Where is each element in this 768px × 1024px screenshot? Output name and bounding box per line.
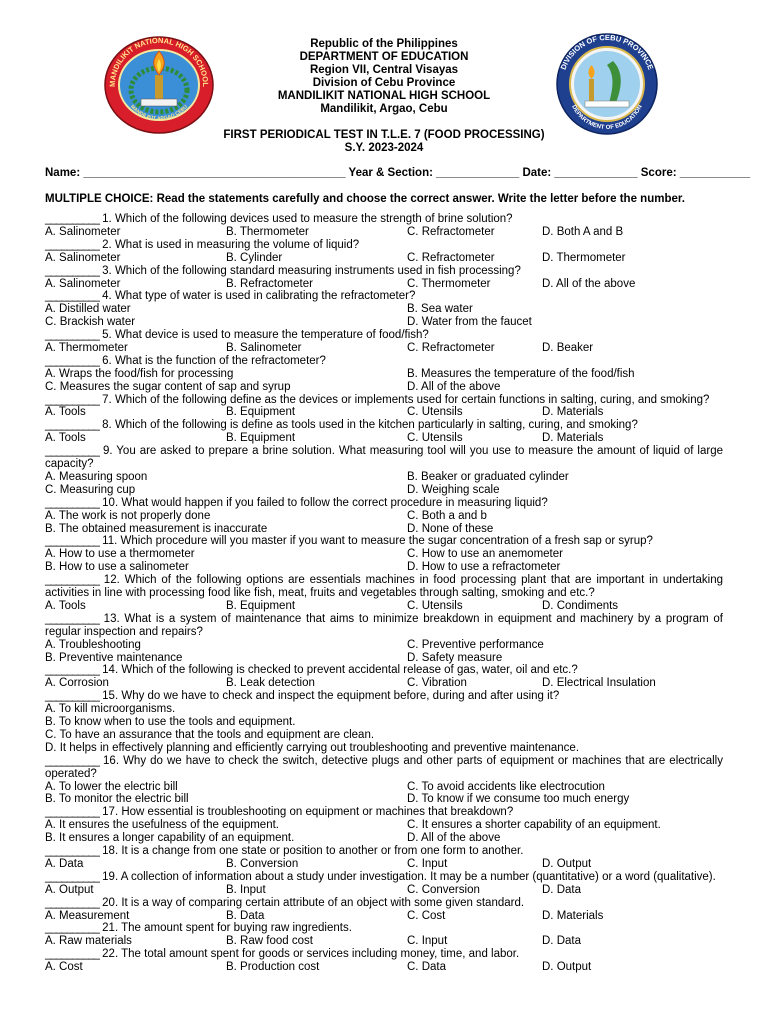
answer-option: A. Output	[45, 883, 94, 896]
options-row	[45, 935, 723, 948]
options-row	[45, 910, 723, 923]
answer-option: C. Refractometer	[407, 251, 495, 264]
answer-blank[interactable]: __________	[45, 948, 99, 961]
question-item	[45, 948, 723, 974]
answer-option: C. Refractometer	[407, 341, 495, 354]
question-text: 21. The amount spent for buying raw ingredients.	[98, 922, 352, 935]
question-text: 15. Why do we have to check and inspect the equipment before, during and after using it?	[98, 690, 560, 703]
question-text: 3. Which of the following standard measuring instruments used in fish processing?	[98, 264, 521, 277]
question-item	[45, 664, 723, 690]
question-item	[45, 845, 723, 871]
options-row	[45, 677, 723, 690]
answer-option: A. How to use a thermometer	[45, 548, 195, 561]
options-row	[45, 303, 723, 316]
question-item	[45, 574, 723, 613]
question-stem	[45, 290, 723, 303]
answer-option: D. All of the above	[407, 380, 501, 393]
answer-option: D. Data	[542, 883, 581, 896]
answer-option: B. To know when to use the tools and equipment.	[45, 716, 296, 729]
answer-option: D. All of the above	[542, 277, 636, 290]
answer-option: C. Data	[407, 961, 446, 974]
question-stem	[45, 394, 723, 407]
options-row	[45, 252, 723, 265]
instructions-label: MULTIPLE CHOICE:	[45, 193, 154, 205]
question-stem	[45, 239, 723, 252]
answer-option: A. The work is not properly done	[45, 509, 211, 522]
question-text: 4. What type of water is used in calibrating the refractometer?	[98, 290, 416, 303]
answer-option: A. Tools	[45, 406, 86, 419]
question-text: 17. How essential is troubleshooting on equipment or machines that breakdown?	[98, 806, 514, 819]
answer-option: B. The obtained measurement is inaccurate	[45, 522, 268, 535]
answer-option: A. Troubleshooting	[45, 638, 141, 651]
question-text: 5. What device is used to measure the temperature of food/fish?	[98, 329, 429, 342]
answer-option: C. Cost	[407, 909, 446, 922]
question-text: 22. The total amount spent for goods or services including money, time, and labor.	[98, 948, 520, 961]
question-item	[45, 535, 723, 574]
answer-option: D. Safety measure	[407, 651, 503, 664]
options-row	[45, 342, 723, 355]
answer-option: A. Measuring spoon	[45, 470, 148, 483]
question-stem	[45, 755, 723, 781]
answer-option: D. Weighing scale	[407, 483, 500, 496]
answer-option: B. How to use a salinometer	[45, 561, 189, 574]
options-row	[45, 781, 723, 794]
answer-blank[interactable]: __________	[45, 445, 99, 458]
answer-option: D. Thermometer	[542, 251, 626, 264]
question-stem	[45, 497, 723, 510]
test-title: FIRST PERIODICAL TEST IN T.L.E. 7 (FOOD PROCESSING)	[223, 129, 545, 141]
options-row	[45, 793, 723, 806]
options-row	[45, 819, 723, 832]
answer-option: C. Thermometer	[407, 277, 491, 290]
answer-option: A. To kill microorganisms.	[45, 703, 176, 716]
question-text: 6. What is the function of the refractometer?	[98, 354, 326, 367]
answer-blank[interactable]: __________	[45, 290, 99, 303]
svg-text:DEPARTMENT OF EDUCATION: DEPARTMENT OF EDUCATION	[570, 104, 644, 132]
answer-option: B. Leak detection	[226, 677, 315, 690]
answer-option: C. Input	[407, 857, 448, 870]
question-stem	[45, 445, 723, 471]
answer-option: A. Data	[45, 857, 84, 870]
answer-option: B. Thermometer	[226, 225, 309, 238]
answer-option: A. It ensures the usefulness of the equipment.	[45, 819, 279, 832]
answer-option: C. Utensils	[407, 406, 463, 419]
answer-option: D. Beaker	[542, 341, 594, 354]
answer-option: D. All of the above	[407, 832, 501, 845]
question-item	[45, 755, 723, 807]
options-row	[45, 561, 723, 574]
header-line: MANDILIKIT NATIONAL HIGH SCHOOL	[277, 90, 491, 102]
question-text: 18. It is a change from one state or position to another or from one form to another.	[98, 845, 524, 858]
answer-option: A. Corrosion	[45, 677, 109, 690]
answer-option: D. Both A and B	[542, 225, 624, 238]
options-row	[45, 961, 723, 974]
answer-option: B. Production cost	[226, 961, 320, 974]
question-stem	[45, 845, 723, 858]
options-row	[45, 858, 723, 871]
answer-option: B. Salinometer	[226, 341, 302, 354]
svg-text:MANDILIKIT ARGAO CEBU: MANDILIKIT ARGAO CEBU	[129, 103, 189, 122]
answer-option: B. Equipment	[226, 432, 296, 445]
svg-text:DIVISION OF CEBU PROVINCE: DIVISION OF CEBU PROVINCE	[558, 33, 656, 72]
answer-blank[interactable]: __________	[45, 496, 99, 509]
question-text: 10. What would happen if you failed to follow the correct procedure in measuring liquid?	[98, 496, 548, 509]
header-line: Republic of the Philippines	[310, 38, 458, 50]
answer-blank[interactable]: __________	[45, 845, 99, 858]
question-item	[45, 239, 723, 265]
answer-option: C. Refractometer	[407, 225, 495, 238]
answer-option: B. Input	[226, 883, 266, 896]
question-item	[45, 690, 723, 755]
school-header	[0, 35, 768, 116]
options-row	[45, 471, 723, 484]
answer-option: D. Materials	[542, 406, 604, 419]
header-line: Division of Cebu Province	[312, 77, 456, 89]
options-row	[45, 548, 723, 561]
answer-blank[interactable]: __________	[45, 213, 99, 225]
options-row	[45, 639, 723, 652]
answer-option: D. Output	[542, 857, 592, 870]
answer-blank[interactable]: __________	[45, 922, 99, 935]
header-line: DEPARTMENT OF EDUCATION	[299, 51, 469, 63]
answer-option: B. Equipment	[226, 406, 296, 419]
question-stem	[45, 265, 723, 278]
question-item	[45, 922, 723, 948]
question-stem	[45, 871, 723, 884]
answer-option: C. Measures the sugar content of sap and syrup	[45, 380, 291, 393]
instructions-text: Read the statements carefully and choose the correct answer. Write the letter before the number.	[153, 193, 685, 205]
answer-option: A. Raw materials	[45, 935, 132, 948]
answer-option: D. Materials	[542, 432, 604, 445]
answer-option: D. Condiments	[542, 599, 619, 612]
answer-option: D. Data	[542, 935, 581, 948]
question-text: 1. Which of the following devices used to measure the strength of brine solution?	[98, 213, 513, 225]
answer-option: C. Brackish water	[45, 316, 136, 329]
answer-option: B. Beaker or graduated cylinder	[407, 470, 569, 483]
test-title-block	[0, 129, 768, 155]
question-text: 11. Which procedure will you master if you want to measure the sugar concentration of a fresh sap or syrup?	[98, 535, 653, 548]
answer-blank[interactable]: __________	[45, 690, 99, 703]
question-item	[45, 613, 723, 665]
question-stem	[45, 664, 723, 677]
answer-option: C. Input	[407, 935, 448, 948]
question-text: 8. Which of the following is define as tools used in the kitchen particularly in salting, curing, and smoking?	[98, 419, 638, 432]
question-stem	[45, 806, 723, 819]
question-item	[45, 897, 723, 923]
answer-blank[interactable]: __________	[45, 870, 99, 883]
answer-blank[interactable]: __________	[45, 419, 99, 432]
question-text: 16. Why do we have to check the switch, detective plugs and other parts of equipment or machines that are electrically operated?	[45, 754, 723, 780]
question-item	[45, 806, 723, 845]
answer-option: C. Utensils	[407, 599, 463, 612]
question-item	[45, 329, 723, 355]
question-stem	[45, 690, 723, 703]
question-stem	[45, 574, 723, 600]
header-line: Mandilikit, Argao, Cebu	[320, 103, 448, 115]
answer-option: A. Wraps the food/fish for processing	[45, 367, 234, 380]
svg-text:MANDILIKIT NATIONAL HIGH SCHOO: MANDILIKIT NATIONAL HIGH SCHOOL	[107, 35, 211, 88]
answer-option: C. To avoid accidents like electrocution	[407, 780, 605, 793]
answer-option: D. To know if we consume too much energy	[407, 793, 630, 806]
question-stem	[45, 613, 723, 639]
answer-option: A. Distilled water	[45, 303, 131, 316]
answer-option: B. It ensures a longer capability of an equipment.	[45, 832, 295, 845]
answer-blank[interactable]: __________	[45, 393, 99, 406]
question-stem	[45, 922, 723, 935]
options-row	[45, 278, 723, 291]
answer-blank[interactable]: __________	[45, 329, 99, 342]
options-row	[45, 381, 723, 394]
question-item	[45, 419, 723, 445]
question-item	[45, 213, 723, 239]
question-text: 9. You are asked to prepare a brine solution. What measuring tool will you use to measure the amount of liquid of large capacity?	[45, 445, 723, 471]
options-row	[45, 368, 723, 381]
answer-blank[interactable]: __________	[45, 574, 99, 587]
answer-option: C. Conversion	[407, 883, 480, 896]
answer-blank[interactable]: __________	[45, 896, 99, 909]
answer-option: C. Utensils	[407, 432, 463, 445]
question-text: 7. Which of the following define as the devices or implements used for certain functions in salting, curing, and smoking?	[98, 393, 710, 406]
answer-option: C. How to use an anemometer	[407, 548, 563, 561]
options-row	[45, 316, 723, 329]
answer-option: D. Water from the faucet	[407, 316, 532, 329]
answer-option: C. Both a and b	[407, 509, 487, 522]
answer-option: C. Vibration	[407, 677, 467, 690]
question-list	[45, 213, 723, 974]
answer-option: B. Measures the temperature of the food/fish	[407, 367, 635, 380]
question-text: 2. What is used in measuring the volume of liquid?	[98, 238, 360, 251]
question-item	[45, 290, 723, 329]
question-stem	[45, 419, 723, 432]
options-row	[45, 600, 723, 613]
question-text: 12. Which of the following options are essentials machines in food processing plant that are important in undertaking activities in line with processing food like fish, meat, fruits and vegetables through salting, smoking and etc.?	[45, 574, 723, 600]
options-row	[45, 652, 723, 665]
question-stem	[45, 355, 723, 368]
answer-option: A. Tools	[45, 432, 86, 445]
question-stem	[45, 329, 723, 342]
answer-option: A. Tools	[45, 599, 86, 612]
answer-option: C. It ensures a shorter capability of an equipment.	[407, 819, 661, 832]
options-row	[45, 406, 723, 419]
question-item	[45, 355, 723, 394]
question-item	[45, 394, 723, 420]
answer-option: B. Sea water	[407, 303, 473, 316]
answer-option: C. Measuring cup	[45, 483, 136, 496]
answer-option: D. None of these	[407, 522, 494, 535]
question-item	[45, 497, 723, 536]
answer-option: D. Output	[542, 961, 592, 974]
instructions	[45, 193, 735, 205]
answer-blank[interactable]: __________	[45, 535, 99, 548]
answer-option: A. Salinometer	[45, 277, 121, 290]
student-info-fields[interactable]: Name: _________________________________________ Year & Section: _____________ Date: _____________ Score: ___________	[45, 167, 751, 179]
question-item	[45, 265, 723, 291]
answer-option: A. To lower the electric bill	[45, 780, 178, 793]
answer-option: D. Materials	[542, 909, 604, 922]
answer-blank[interactable]: __________	[45, 238, 99, 251]
question-stem	[45, 535, 723, 548]
answer-blank[interactable]: __________	[45, 754, 99, 767]
answer-option: A. Thermometer	[45, 341, 128, 354]
options-row	[45, 226, 723, 239]
header-line: Region VII, Central Visayas	[309, 64, 459, 76]
options-row	[45, 884, 723, 897]
answer-option: B. Preventive maintenance	[45, 651, 183, 664]
options-row	[45, 523, 723, 536]
answer-option: A. Salinometer	[45, 225, 121, 238]
answer-option: A. Cost	[45, 961, 83, 974]
question-item	[45, 871, 723, 897]
answer-blank[interactable]: __________	[45, 612, 99, 625]
answer-option: A. Measurement	[45, 909, 130, 922]
answer-option: B. Refractometer	[226, 277, 313, 290]
question-stem	[45, 213, 723, 226]
answer-option: B. Equipment	[226, 599, 296, 612]
question-stem	[45, 897, 723, 910]
answer-option: B. Raw food cost	[226, 935, 313, 948]
question-text: 14. Which of the following is checked to prevent accidental release of gas, water, oil and etc.?	[98, 664, 578, 677]
question-text: 20. It is a way of comparing certain attribute of an object with some given standard.	[98, 896, 525, 909]
answer-option: A. Salinometer	[45, 251, 121, 264]
answer-blank[interactable]: __________	[45, 664, 99, 677]
answer-option: B. To monitor the electric bill	[45, 793, 189, 806]
answer-option: D. How to use a refractometer	[407, 561, 561, 574]
question-text: 13. What is a system of maintenance that aims to minimize breakdown in equipment and machinery by a program of regular inspection and repairs?	[45, 612, 723, 638]
answer-blank[interactable]: __________	[45, 264, 99, 277]
options-row	[45, 510, 723, 523]
question-item	[45, 445, 723, 497]
answer-option: B. Data	[226, 909, 265, 922]
answer-option: D. It helps in effectively planning and efficiently carrying out troubleshooting and preventive maintenance.	[45, 741, 580, 754]
answer-option: B. Cylinder	[226, 251, 283, 264]
answer-option: D. Electrical Insulation	[542, 677, 656, 690]
options-row	[45, 484, 723, 497]
options-row	[45, 832, 723, 845]
question-text: 19. A collection of information about a study under investigation. It may be a number (quantitative) or a word (qualitative).	[98, 870, 716, 883]
answer-option: C. To have an assurance that the tools and equipment are clean.	[45, 728, 375, 741]
school-year: S.Y. 2023-2024	[344, 142, 424, 154]
answer-blank[interactable]: __________	[45, 354, 99, 367]
options-row	[45, 432, 723, 445]
answer-option: C. Preventive performance	[407, 638, 544, 651]
answer-option: B. Conversion	[226, 857, 299, 870]
question-stem	[45, 948, 723, 961]
answer-blank[interactable]: __________	[45, 806, 99, 819]
